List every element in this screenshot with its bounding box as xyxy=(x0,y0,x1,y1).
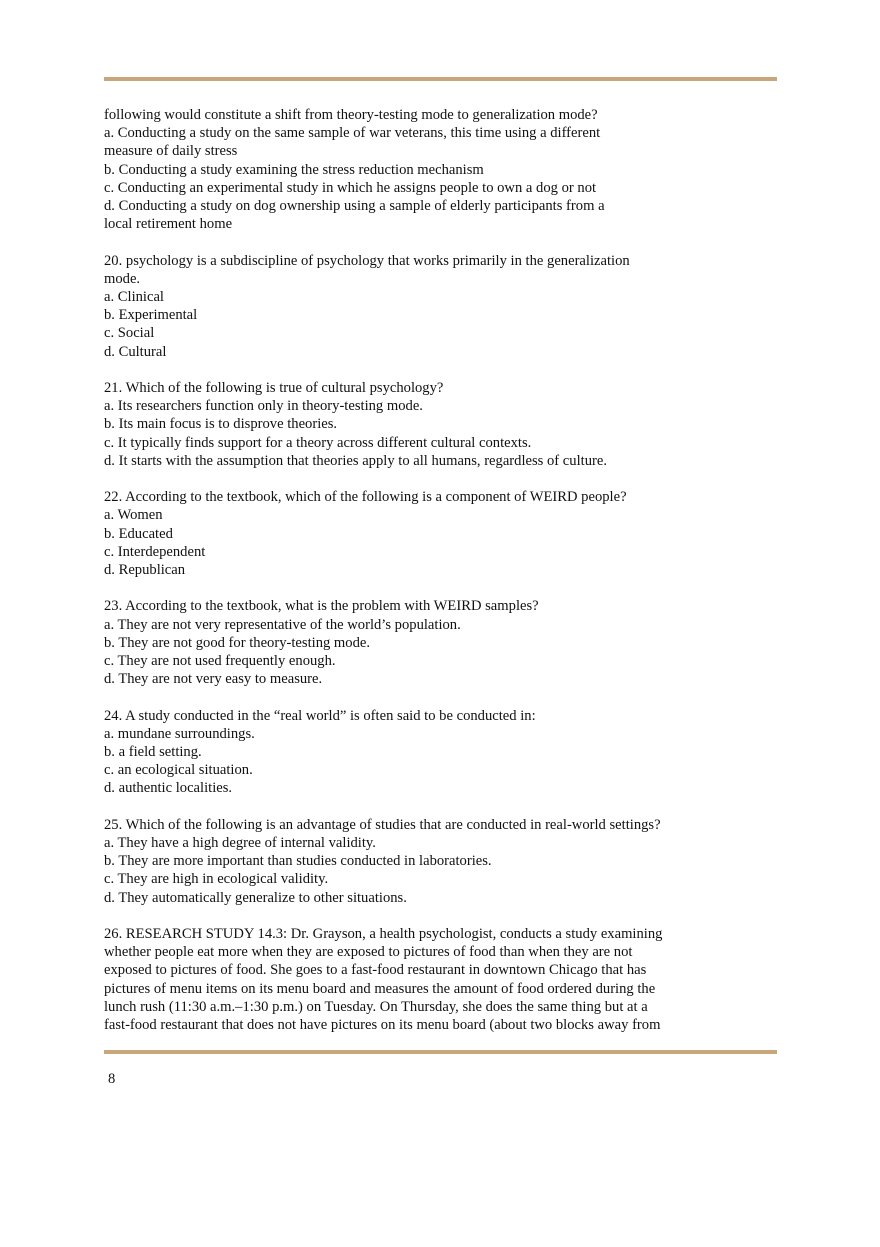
question-23-option-a: a. They are not very representative of the world’s population. xyxy=(104,616,461,633)
question-20-option-d: d. Cultural xyxy=(104,343,167,360)
question-22-stem: 22. According to the textbook, which of the following is a component of WEIRD people? xyxy=(104,489,627,506)
question-22-option-b: b. Educated xyxy=(104,525,173,542)
question-24-option-a: a. mundane surroundings. xyxy=(104,725,255,742)
question-22-option-d: d. Republican xyxy=(104,562,186,579)
question-20-stem-cont: mode. xyxy=(104,270,141,287)
question-20-stem: 20. psychology is a subdiscipline of psychology that works primarily in the generalization xyxy=(104,252,630,269)
top-divider xyxy=(104,77,777,81)
question-24-option-b: b. a field setting. xyxy=(104,744,202,761)
page-number: 8 xyxy=(108,1071,116,1087)
question-23-option-c: c. They are not used frequently enough. xyxy=(104,653,336,670)
question-26-stem-line-1: 26. RESEARCH STUDY 14.3: Dr. Grayson, a health psychologist, conducts a study examining xyxy=(104,926,663,943)
question-20-option-a: a. Clinical xyxy=(104,289,164,306)
question-20-option-b: b. Experimental xyxy=(104,307,198,324)
question-20 xyxy=(104,252,744,361)
bottom-divider xyxy=(104,1050,777,1054)
question-21-option-b: b. Its main focus is to disprove theories. xyxy=(104,416,338,433)
question-22-option-c: c. Interdependent xyxy=(104,543,206,560)
question-25-option-d: d. They automatically generalize to other situations. xyxy=(104,889,407,906)
question-25-option-a: a. They have a high degree of internal validity. xyxy=(104,835,376,852)
question-23-option-d: d. They are not very easy to measure. xyxy=(104,671,323,688)
question-25 xyxy=(104,816,744,907)
question-23 xyxy=(104,597,744,688)
question-25-option-b: b. They are more important than studies conducted in laboratories. xyxy=(104,853,492,870)
question-23-stem: 23. According to the textbook, what is the problem with WEIRD samples? xyxy=(104,598,539,615)
question-21 xyxy=(104,379,744,470)
question-22-option-a: a. Women xyxy=(104,507,163,524)
question-21-stem: 21. Which of the following is true of cultural psychology? xyxy=(104,380,444,397)
question-24 xyxy=(104,707,744,798)
question-24-option-c: c. an ecological situation. xyxy=(104,762,253,779)
question-24-stem: 24. A study conducted in the “real world” is often said to be conducted in: xyxy=(104,707,536,724)
question-21-option-d: d. It starts with the assumption that theories apply to all humans, regardless of culture. xyxy=(104,452,607,469)
page-body xyxy=(104,106,744,1052)
question-19-continued xyxy=(104,106,744,233)
question-26-stem-line-2: whether people eat more when they are exposed to pictures of food than when they are not xyxy=(104,944,633,961)
question-26-stem-line-5: lunch rush (11:30 a.m.–1:30 p.m.) on Tuesday. On Thursday, she does the same thing but at a xyxy=(104,998,648,1015)
question-21-option-c: c. It typically finds support for a theory across different cultural contexts. xyxy=(104,434,532,451)
question-26-stem-line-3: exposed to pictures of food. She goes to a fast-food restaurant in downtown Chicago that has xyxy=(104,962,647,979)
question-26 xyxy=(104,925,744,1034)
question-19-stem-end: following would constitute a shift from theory-testing mode to generalization mode? xyxy=(104,107,598,123)
question-26-stem-line-4: pictures of menu items on its menu board and measures the amount of food ordered during the xyxy=(104,980,656,997)
question-25-stem: 25. Which of the following is an advantage of studies that are conducted in real-world settings? xyxy=(104,816,661,833)
question-19-option-b: b. Conducting a study examining the stress reduction mechanism xyxy=(104,161,484,178)
question-19-option-d: d. Conducting a study on dog ownership using a sample of elderly participants from a xyxy=(104,198,605,215)
question-25-option-c: c. They are high in ecological validity. xyxy=(104,871,329,888)
question-23-option-b: b. They are not good for theory-testing mode. xyxy=(104,634,371,651)
question-20-option-c: c. Social xyxy=(104,325,155,342)
question-22 xyxy=(104,488,744,579)
question-24-option-d: d. authentic localities. xyxy=(104,780,233,797)
question-19-option-a-cont: measure of daily stress xyxy=(104,143,238,160)
question-19-option-c: c. Conducting an experimental study in which he assigns people to own a dog or not xyxy=(104,179,597,196)
question-19-option-a: a. Conducting a study on the same sample of war veterans, this time using a different xyxy=(104,125,601,142)
question-21-option-a: a. Its researchers function only in theory-testing mode. xyxy=(104,398,423,415)
question-19-option-d-cont: local retirement home xyxy=(104,216,233,233)
question-26-stem-line-6: fast-food restaurant that does not have pictures on its menu board (about two blocks away from xyxy=(104,1017,661,1034)
